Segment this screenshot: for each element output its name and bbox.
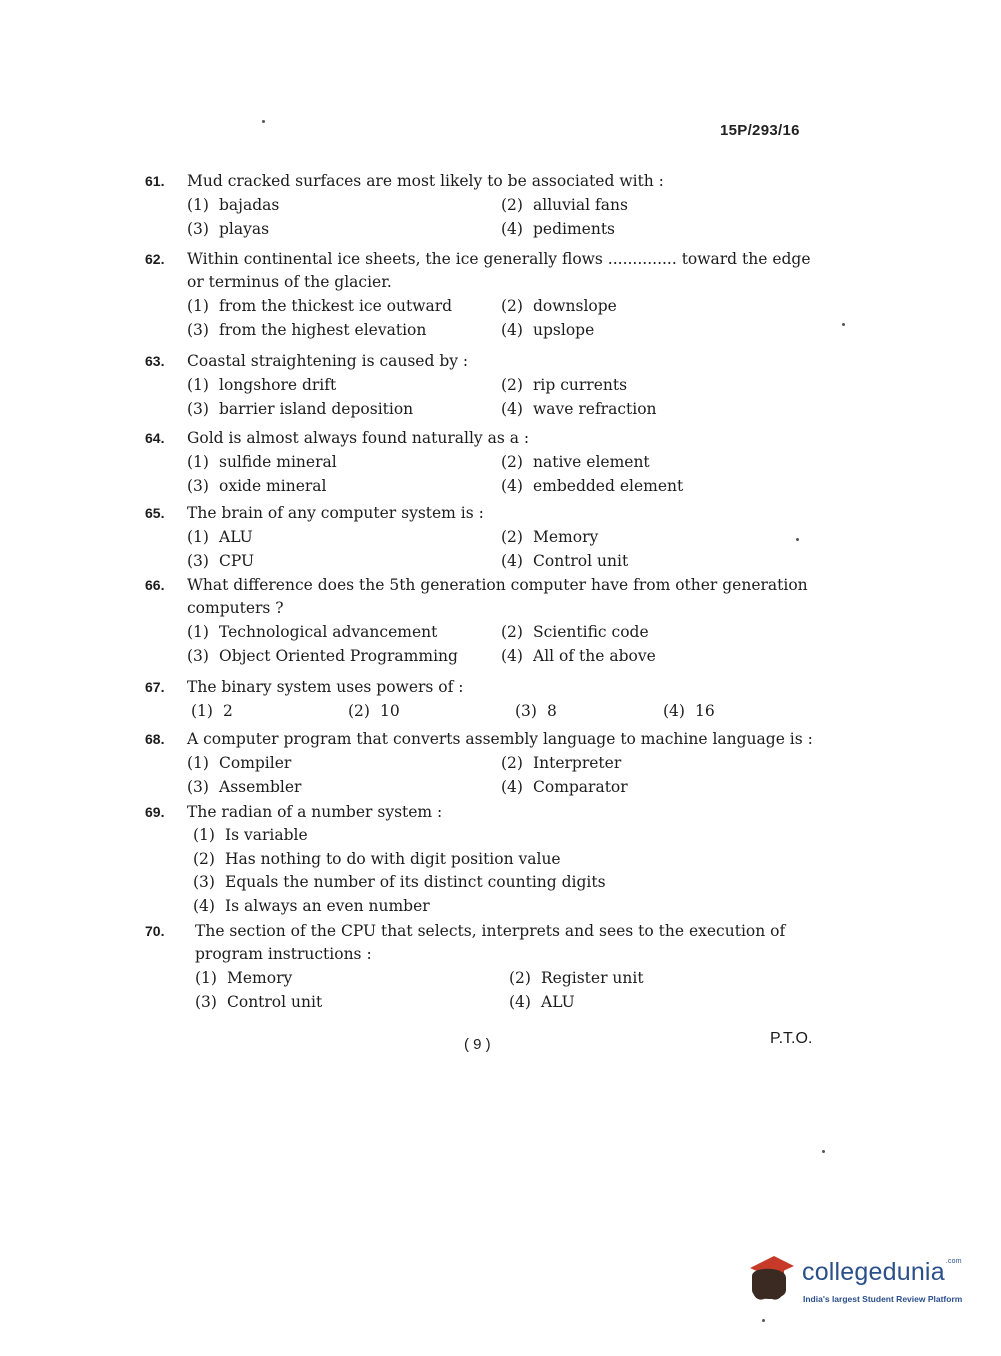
paper-code: 15P/293/16 <box>720 122 800 139</box>
question-number: 66. <box>145 577 165 593</box>
options <box>145 525 815 573</box>
options <box>145 751 815 799</box>
option-1: (1) Technological advancement <box>187 623 438 641</box>
option-1: (1) sulfide mineral <box>187 453 337 471</box>
options <box>145 450 815 498</box>
option-1: (1) longshore drift <box>187 376 337 394</box>
question-text: A computer program that converts assembly language to machine language is : <box>187 730 813 748</box>
question-text: The section of the CPU that selects, interprets and sees to the execution of program instructions : <box>195 922 786 963</box>
option-4: (4) Comparator <box>501 778 628 796</box>
question-number: 69. <box>145 804 165 820</box>
option-1: (1) 2 <box>191 702 233 720</box>
option-2: (2) Scientific code <box>501 623 649 641</box>
options <box>145 294 815 342</box>
options <box>145 699 815 723</box>
scan-speck <box>842 323 845 326</box>
option-2: (2) downslope <box>501 297 617 315</box>
question-62 <box>145 248 815 342</box>
question-number: 63. <box>145 353 165 369</box>
question-number: 70. <box>145 923 165 939</box>
question-number: 68. <box>145 731 165 747</box>
option-4: (4) embedded element <box>501 477 684 495</box>
question-65 <box>145 502 815 573</box>
option-3: (3) Control unit <box>195 993 323 1011</box>
options <box>145 193 815 241</box>
option-3: (3) oxide mineral <box>187 477 327 495</box>
option-2: (2) native element <box>501 453 650 471</box>
mascot-icon <box>742 1250 800 1312</box>
scan-speck <box>822 1150 825 1153</box>
question-70 <box>145 920 815 1014</box>
question-number: 67. <box>145 679 165 695</box>
question-number: 61. <box>145 173 165 189</box>
question-text: The brain of any computer system is : <box>187 504 484 522</box>
options <box>145 373 815 421</box>
question-number: 65. <box>145 505 165 521</box>
option-2: (2) 10 <box>348 702 400 720</box>
brand-tagline: India's largest Student Review Platform <box>803 1294 963 1304</box>
question-number: 64. <box>145 430 165 446</box>
option-3: (3) barrier island deposition <box>187 400 414 418</box>
option-1: (1) bajadas <box>187 196 280 214</box>
scan-speck <box>262 120 265 123</box>
option-3: (3) playas <box>187 220 270 238</box>
question-68 <box>145 728 815 799</box>
question-64 <box>145 427 815 498</box>
brand-suffix: .com <box>945 1258 962 1265</box>
options <box>145 824 815 918</box>
option-3: (3) from the highest elevation <box>187 321 427 339</box>
question-text: The radian of a number system : <box>187 803 443 821</box>
option-4: (4) wave refraction <box>501 400 657 418</box>
option-4: (4) 16 <box>663 702 715 720</box>
option-2: (2) Register unit <box>509 969 644 987</box>
question-61 <box>145 170 815 241</box>
question-text: Gold is almost always found naturally as a : <box>187 429 530 447</box>
question-67 <box>145 676 815 723</box>
options <box>145 966 815 1014</box>
question-text: The binary system uses powers of : <box>187 678 464 696</box>
question-number: 62. <box>145 251 165 267</box>
scan-speck <box>796 538 799 541</box>
brand-logo <box>742 1250 972 1320</box>
option-4: (4) ALU <box>509 993 575 1011</box>
option-3: (3) CPU <box>187 552 255 570</box>
pto-label: P.T.O. <box>770 1030 813 1047</box>
option-4: (4) Is always an even number <box>193 896 430 915</box>
option-1: (1) ALU <box>187 528 253 546</box>
option-2: (2) Has nothing to do with digit position value <box>193 849 561 868</box>
option-1: (1) Compiler <box>187 754 292 772</box>
option-2: (2) Interpreter <box>501 754 622 772</box>
option-1: (1) Memory <box>195 969 293 987</box>
option-2: (2) rip currents <box>501 376 628 394</box>
option-3: (3) Assembler <box>187 778 302 796</box>
option-4: (4) All of the above <box>501 647 656 665</box>
question-text: Mud cracked surfaces are most likely to be associated with : <box>187 172 664 190</box>
question-text: What difference does the 5th generation computer have from other generation computers ? <box>187 576 808 617</box>
page-number: ( 9 ) <box>464 1036 491 1053</box>
option-1: (1) from the thickest ice outward <box>187 297 453 315</box>
option-3: (3) Object Oriented Programming <box>187 647 458 665</box>
question-text: Within continental ice sheets, the ice generally flows .............. toward the edge or terminus of the glacier. <box>187 250 811 291</box>
options <box>145 620 815 668</box>
option-4: (4) upslope <box>501 321 595 339</box>
question-69 <box>145 801 815 918</box>
option-2: (2) Memory <box>501 528 599 546</box>
option-4: (4) pediments <box>501 220 616 238</box>
question-66 <box>145 574 815 668</box>
option-2: (2) alluvial fans <box>501 196 628 214</box>
option-4: (4) Control unit <box>501 552 629 570</box>
question-text: Coastal straightening is caused by : <box>187 352 469 370</box>
brand-name: collegedunia$^{.com}$ <box>802 1258 962 1286</box>
option-3: (3) Equals the number of its distinct counting digits <box>193 873 606 891</box>
option-1: (1) Is variable <box>193 826 308 844</box>
option-3: (3) 8 <box>515 702 557 720</box>
question-63 <box>145 350 815 421</box>
